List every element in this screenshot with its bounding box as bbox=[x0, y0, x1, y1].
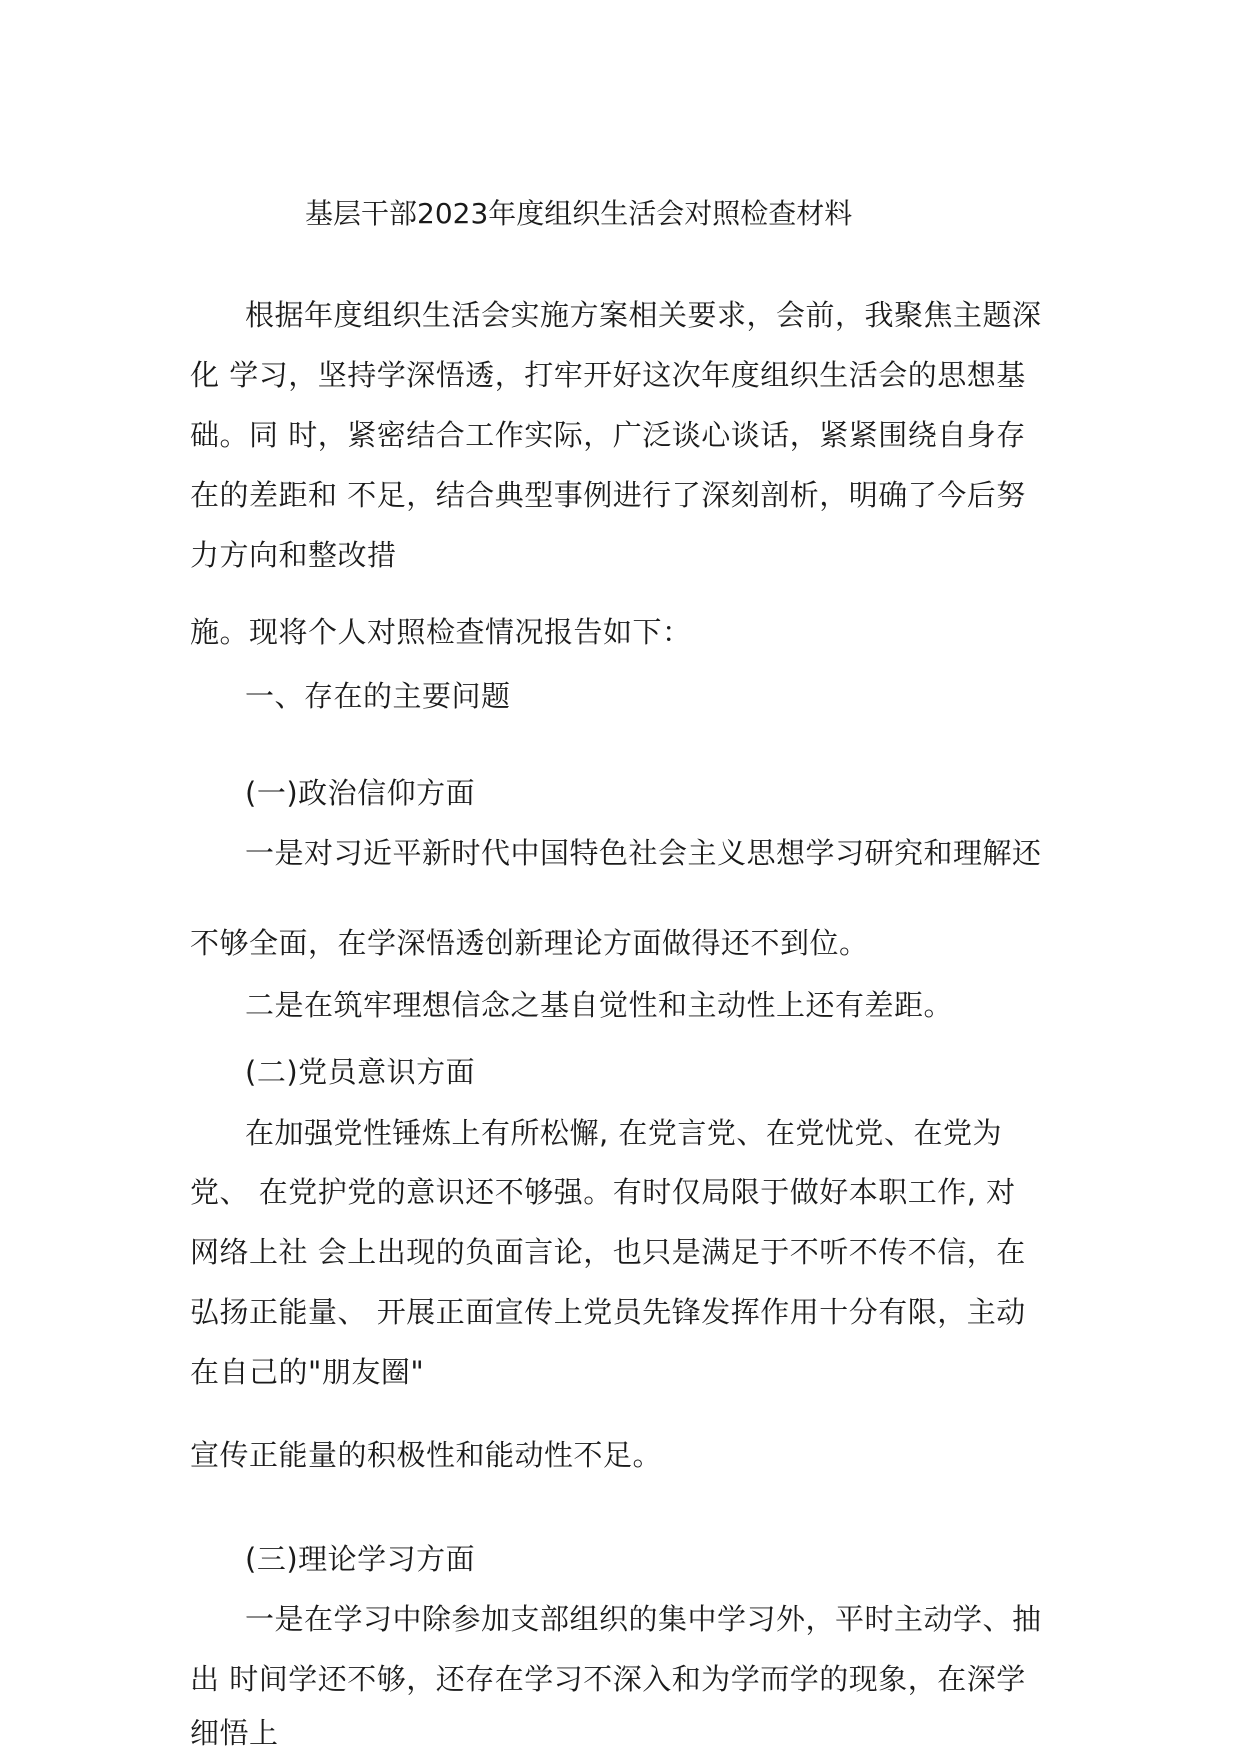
paragraph-line: 在自己的"朋友圈" bbox=[190, 1355, 425, 1389]
intro-line: 施。现将个人对照检查情况报告如下： bbox=[190, 615, 692, 649]
paragraph-line: 在加强党性锤炼上有所松懈, 在党言党、在党忧党、在党为 bbox=[245, 1116, 1002, 1150]
subsection-heading: (二)党员意识方面 bbox=[245, 1055, 476, 1089]
paragraph-line: 网络上社 会上出现的负面言论，也只是满足于不听不传不信，在 bbox=[190, 1235, 1026, 1269]
paragraph-line: 出 时间学还不够，还存在学习不深入和为学而学的现象，在深学 bbox=[190, 1662, 1026, 1696]
subsection-heading: (一)政治信仰方面 bbox=[245, 776, 476, 810]
paragraph-line: 党、 在党护党的意识还不够强。有时仅局限于做好本职工作, 对 bbox=[190, 1175, 1016, 1209]
intro-line: 在的差距和 不足，结合典型事例进行了深刻剖析，明确了今后努 bbox=[190, 478, 1026, 512]
section-heading: 一、存在的主要问题 bbox=[245, 679, 511, 713]
intro-line: 化 学习，坚持学深悟透，打牢开好这次年度组织生活会的思想基 bbox=[190, 358, 1026, 392]
intro-line: 根据年度组织生活会实施方案相关要求，会前，我聚焦主题深 bbox=[245, 298, 1042, 332]
paragraph-line: 一是对习近平新时代中国特色社会主义思想学习研究和理解还 bbox=[245, 836, 1042, 870]
document-title: 基层干部2023年度组织生活会对照检查材料 bbox=[305, 197, 853, 230]
paragraph-line: 一是在学习中除参加支部组织的集中学习外，平时主动学、抽 bbox=[245, 1602, 1042, 1636]
paragraph-line: 细悟上 bbox=[190, 1716, 279, 1750]
paragraph-line: 不够全面，在学深悟透创新理论方面做得还不到位。 bbox=[190, 926, 869, 960]
paragraph-line: 二是在筑牢理想信念之基自觉性和主动性上还有差距。 bbox=[245, 988, 954, 1022]
paragraph-line: 弘扬正能量、 开展正面宣传上党员先锋发挥作用十分有限，主动 bbox=[190, 1295, 1026, 1329]
intro-line: 础。同 时，紧密结合工作实际，广泛谈心谈话，紧紧围绕自身存 bbox=[190, 418, 1026, 452]
intro-line: 力方向和整改措 bbox=[190, 538, 397, 572]
subsection-heading: (三)理论学习方面 bbox=[245, 1542, 476, 1576]
paragraph-line: 宣传正能量的积极性和能动性不足。 bbox=[190, 1438, 663, 1472]
